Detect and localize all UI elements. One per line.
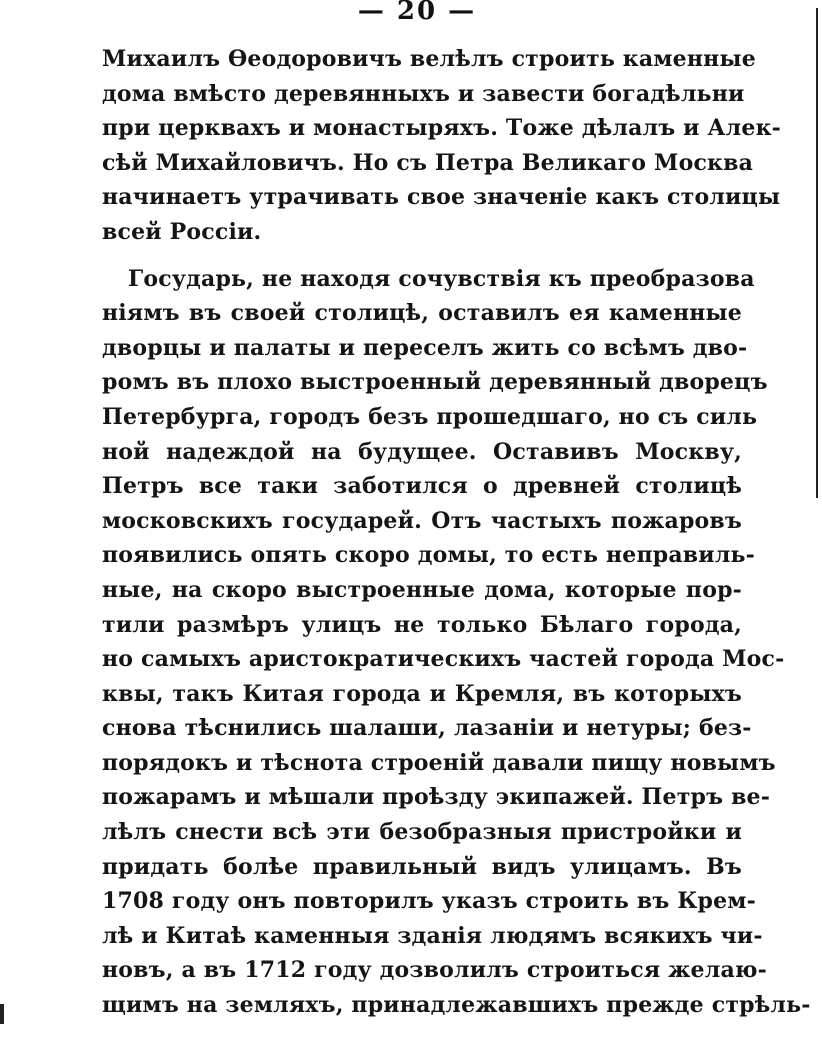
text-line: Государь, не находя сочувствія къ преобразова xyxy=(128,265,755,292)
text-line: новъ, а въ 1712 году дозволилъ строиться желаю- xyxy=(102,957,767,984)
body-text xyxy=(102,42,811,1023)
text-line: пожарамъ и мѣшали проѣзду экипажей. Петръ ве- xyxy=(102,784,771,811)
text-line: ніямъ въ своей столицѣ, оставилъ ея каменные xyxy=(102,300,742,327)
paragraph-2 xyxy=(102,262,811,1023)
text-line: снова тѣснились шалаши, лазаніи и нетуры; без- xyxy=(102,715,752,742)
text-line: сѣй Михайловичъ. Но съ Петра Великаго Москва xyxy=(102,149,754,176)
text-line: порядокъ и тѣснота строеній давали пищу новымъ xyxy=(102,749,776,776)
text-line: лѣ и Китаѣ каменныя зданія людямъ всякихъ чи- xyxy=(102,922,763,949)
text-line: придать болѣе правильный видъ улицамъ. Въ xyxy=(102,853,742,880)
text-line: но самыхъ аристократическихъ частей города Мос- xyxy=(102,646,785,673)
text-line: московскихъ государей. Отъ частыхъ пожаровъ xyxy=(102,507,742,534)
paragraph-1 xyxy=(102,42,782,250)
text-line: всей Россіи. xyxy=(102,218,262,245)
page-edge-mark xyxy=(0,1004,4,1024)
text-line: дворцы и палаты и переселъ жить со всѣмъ дво- xyxy=(102,334,748,361)
text-line: лѣлъ снести всѣ эти безобразныя пристройки и xyxy=(102,819,742,846)
page-edge-rule xyxy=(816,8,818,498)
text-line: Петербурга, городъ безъ прошедшаго, но съ силь xyxy=(102,403,758,430)
text-line: ные, на скоро выстроенные дома, которые пор- xyxy=(102,576,742,603)
text-line: щимъ на земляхъ, принадлежавшихъ прежде стрѣль- xyxy=(102,992,811,1019)
text-line: ной надеждой на будущее. Оставивъ Москву, xyxy=(102,438,742,465)
page-number: — 20 — xyxy=(357,0,477,26)
text-line: при церквахъ и монастыряхъ. Тоже дѣлалъ и Алек- xyxy=(102,115,782,142)
text-line: Петръ все таки заботился о древней столицѣ xyxy=(102,473,742,500)
text-line: 1708 году онъ повторилъ указъ строить въ Крем- xyxy=(102,888,756,915)
text-line: ромъ въ плохо выстроенный деревянный дворецъ xyxy=(102,369,768,396)
text-line: Михаилъ Ѳеодоровичъ велѣлъ строить каменные xyxy=(102,46,756,72)
paragraph-gap xyxy=(102,250,742,262)
text-line: тили размѣръ улицъ не только Бѣлаго города, xyxy=(102,611,742,638)
text-line: дома вмѣсто деревянныхъ и завести богадѣльни xyxy=(102,80,745,107)
text-line: квы, такъ Китая города и Кремля, въ которыхъ xyxy=(102,680,742,707)
text-line: появились опять скоро домы, то есть неправиль- xyxy=(102,542,755,569)
text-line: начинаетъ утрачивать свое значеніе какъ столицы xyxy=(102,184,781,211)
